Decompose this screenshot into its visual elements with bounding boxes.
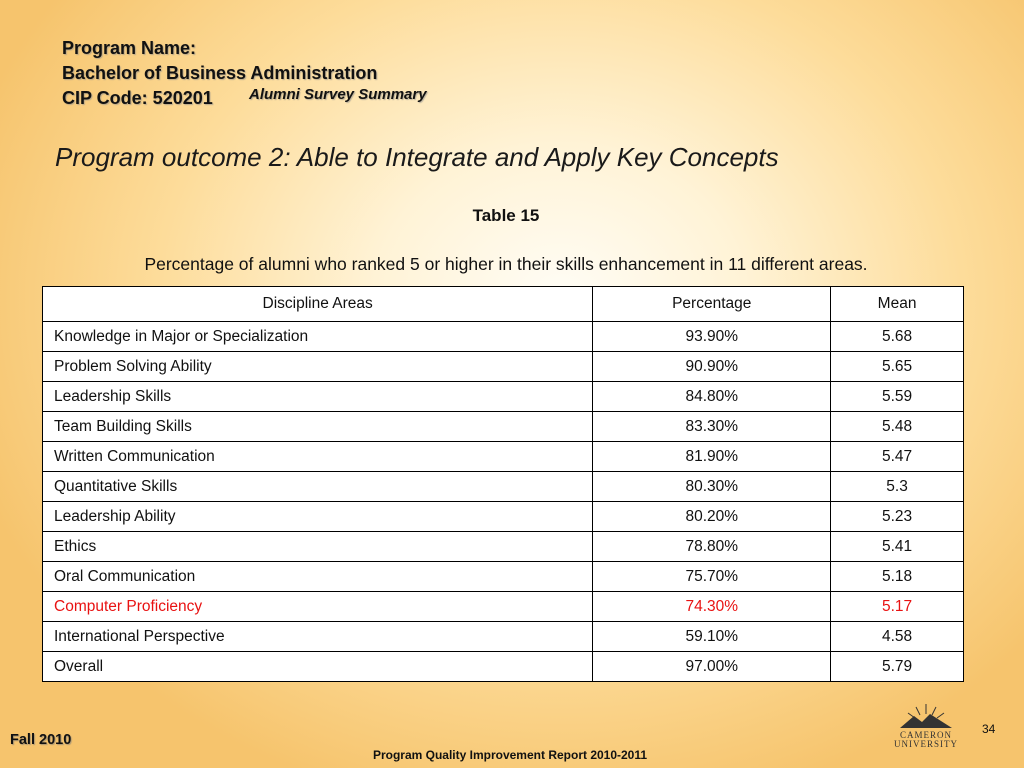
skills-table	[42, 286, 964, 682]
survey-subtitle: Alumni Survey Summary	[249, 86, 427, 103]
area-cell: Team Building Skills	[43, 412, 593, 442]
percentage-cell: 80.20%	[593, 502, 831, 532]
percentage-cell: 80.30%	[593, 472, 831, 502]
mean-cell: 5.48	[831, 412, 964, 442]
percentage-cell: 90.90%	[593, 352, 831, 382]
logo-text-line2: UNIVERSITY	[894, 739, 958, 749]
header-mean: Mean	[831, 287, 964, 322]
mean-cell: 5.41	[831, 532, 964, 562]
area-cell: Oral Communication	[43, 562, 593, 592]
program-name: Bachelor of Business Administration	[62, 63, 378, 83]
table-row	[43, 412, 964, 442]
page-number: 34	[982, 722, 996, 736]
percentage-cell: 97.00%	[593, 652, 831, 682]
university-logo	[894, 700, 958, 750]
table-header-row	[43, 287, 964, 322]
area-cell: Quantitative Skills	[43, 472, 593, 502]
table-row	[43, 352, 964, 382]
table-row	[43, 322, 964, 352]
percentage-cell: 78.80%	[593, 532, 831, 562]
area-cell: International Perspective	[43, 622, 593, 652]
mean-cell: 5.18	[831, 562, 964, 592]
mean-cell: 5.47	[831, 442, 964, 472]
table-row	[43, 562, 964, 592]
header-percentage: Percentage	[593, 287, 831, 322]
report-title: Program Quality Improvement Report 2010-2011	[372, 748, 648, 762]
table-row-overall	[43, 652, 964, 682]
sunburst-mountain-icon	[894, 700, 958, 750]
percentage-cell: 74.30%	[593, 592, 831, 622]
area-cell: Ethics	[43, 532, 593, 562]
mean-cell: 5.68	[831, 322, 964, 352]
mean-cell: 5.3	[831, 472, 964, 502]
table-row	[43, 442, 964, 472]
mean-cell: 5.23	[831, 502, 964, 532]
percentage-cell: 81.90%	[593, 442, 831, 472]
mean-cell: 5.17	[831, 592, 964, 622]
table-caption: Percentage of alumni who ranked 5 or higher in their skills enhancement in 11 different areas.	[144, 254, 868, 274]
term-label: Fall 2010	[10, 732, 72, 748]
table-row	[43, 622, 964, 652]
table-row	[43, 382, 964, 412]
table-row-highlighted	[43, 592, 964, 622]
logo-text-line1: CAMERON	[899, 730, 953, 740]
area-cell: Overall	[43, 652, 593, 682]
area-cell: Problem Solving Ability	[43, 352, 593, 382]
cip-code: CIP Code: 520201	[62, 88, 213, 108]
area-cell: Knowledge in Major or Specialization	[43, 322, 593, 352]
mean-cell: 5.79	[831, 652, 964, 682]
mean-cell: 5.65	[831, 352, 964, 382]
area-cell: Computer Proficiency	[43, 592, 593, 622]
mean-cell: 4.58	[831, 622, 964, 652]
program-name-label: Program Name:	[62, 38, 197, 58]
mean-cell: 5.59	[831, 382, 964, 412]
table-label: Table 15	[472, 206, 540, 225]
header-discipline-areas: Discipline Areas	[43, 287, 593, 322]
percentage-cell: 84.80%	[593, 382, 831, 412]
percentage-cell: 83.30%	[593, 412, 831, 442]
percentage-cell: 59.10%	[593, 622, 831, 652]
area-cell: Leadership Ability	[43, 502, 593, 532]
outcome-title: Program outcome 2: Able to Integrate and Apply Key Concepts	[55, 142, 779, 172]
table-row	[43, 472, 964, 502]
area-cell: Written Communication	[43, 442, 593, 472]
percentage-cell: 93.90%	[593, 322, 831, 352]
area-cell: Leadership Skills	[43, 382, 593, 412]
table-row	[43, 502, 964, 532]
table-row	[43, 532, 964, 562]
percentage-cell: 75.70%	[593, 562, 831, 592]
